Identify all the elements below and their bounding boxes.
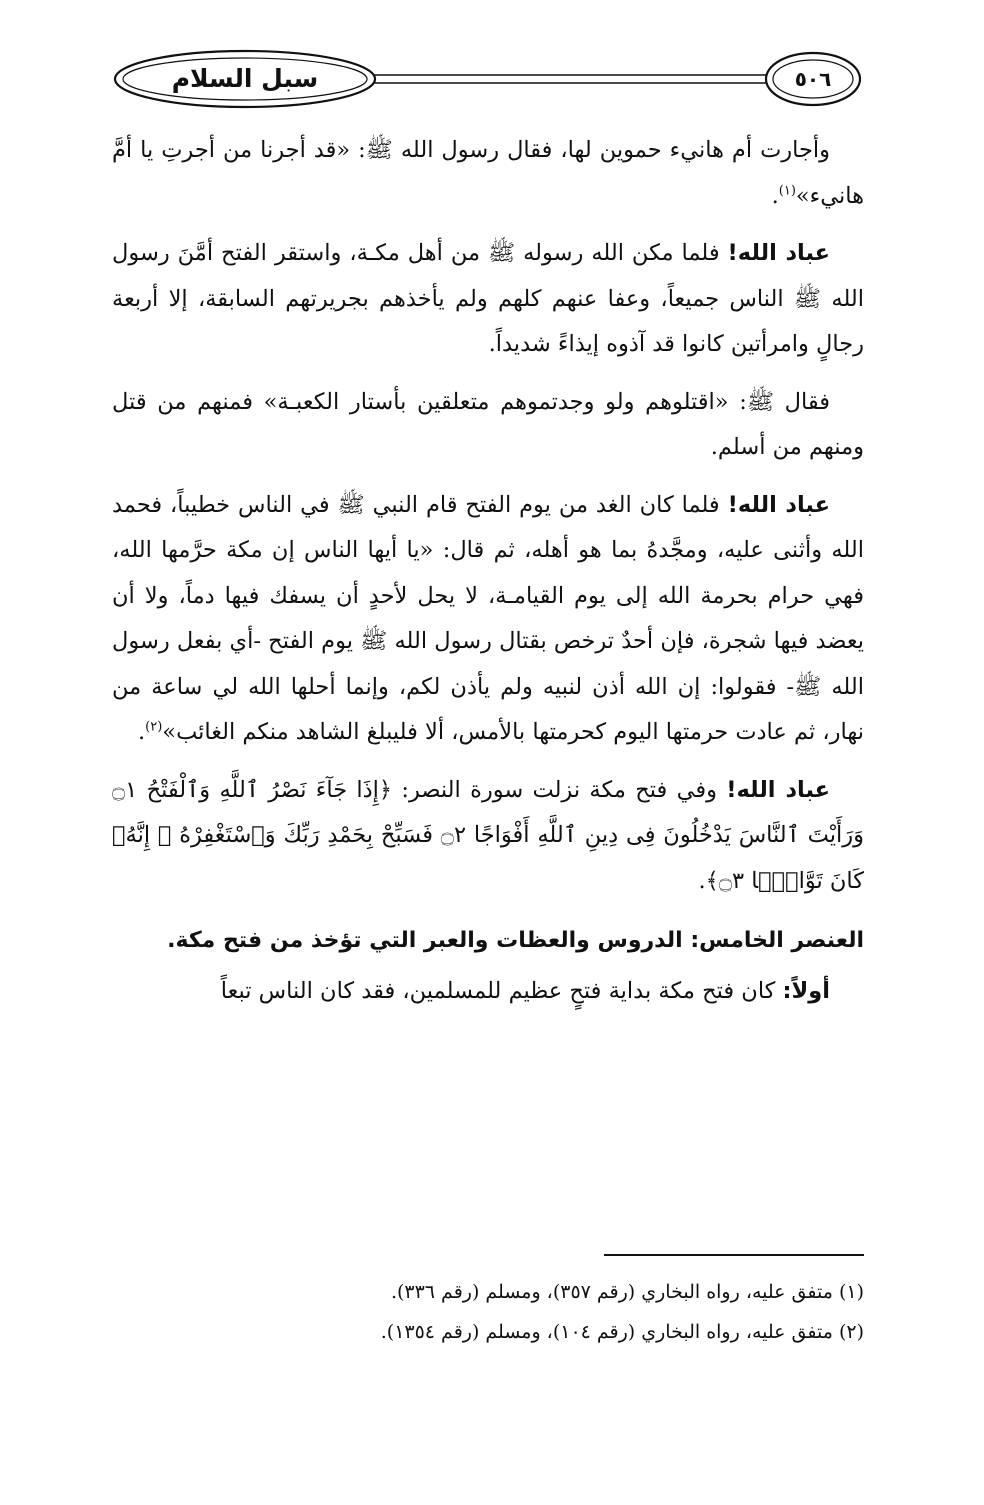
paragraph-end: . [771, 182, 779, 209]
paragraph-text: فقال ﷺ: «اقتلوهم ولو وجدتموهم متعلقين بأستار الكعبـة» فمنهم من قتل ومنهم من أسلم. [112, 388, 864, 460]
paragraph-text: فلما مكن الله رسوله ﷺ من أهل مكـة، واستقر الفتح أمَّنَ رسول الله ﷺ الناس جميعاً، وعفا عنهم كلهم ولم يأخذهم بجريرتهم السابقة، إلا أربعة رجالٍ وامرأتين كانوا قد آذوه إيذاءً شديداً. [112, 240, 864, 357]
paragraph-lead: عباد الله! [727, 491, 830, 518]
footnote-2: (٢) متفق عليه، رواه البخاري (رقم ١٠٤)، ومسلم (رقم ١٣٥٤). [380, 1321, 864, 1343]
paragraph-end: . [138, 719, 146, 745]
paragraph-4 [112, 483, 864, 756]
paragraph-1 [112, 128, 864, 219]
paragraph-6 [112, 969, 864, 1015]
paragraph-lead: عباد الله! [727, 240, 830, 266]
paragraph-text: كان فتح مكة بداية فتحٍ عظيم للمسلمين، فقد كان الناس تبعاً [220, 978, 783, 1004]
page-number: ٥٠٦ [794, 67, 832, 91]
paragraph-text: وأجارت أم هانيء حموين لها، فقال رسول الله ﷺ: «قد أجرنا من أجرتِ يا أمَّ هانيء» [112, 137, 864, 209]
paragraph-lead: أولاً: [782, 978, 830, 1004]
footnote-ref-1[interactable]: (١) [778, 183, 796, 198]
footnote-1: (١) متفق عليه، رواه البخاري (رقم ٣٥٧)، ومسلم (رقم ٣٣٦). [390, 1281, 864, 1303]
paragraph-text: فلما كان الغد من يوم الفتح قام النبي ﷺ في الناس خطيباً، فحمد الله وأثنى عليه، ومجَّدهُ بما هو أهله، ثم قال: «يا أيها الناس إن مكة حرَّمها الله، فهي حرام بحرمة الله إلى يوم القيامـة، لا يحل لأحدٍ أن يسفك فيها دماً، ولا أن يعضد فيها شجرة، فإن أحدٌ ترخص بقتال رسول الله ﷺ يوم الفتح -أي بفعل رسول الله ﷺ- فقولوا: إن الله أذن لنبيه ولم يأذن لكم، وإنما أحلها الله لي ساعة من نهار، ثم عادت حرمتها اليوم كحرمتها بالأمس، ألا فليبلغ الشاهد منكم الغائب» [112, 491, 864, 745]
paragraph-5 [112, 768, 864, 905]
quran-quote: وفي فتح مكة نزلت سورة النصر: ﴿إِذَا جَآءَ نَصْرُ ٱللَّهِ وَٱلْفَتْحُ ۝١ وَرَأَيْتَ ٱلنَّاسَ يَدْخُلُونَ فِى دِينِ ٱللَّهِ أَفْوَاجًا ۝٢ فَسَبِّحْ بِحَمْدِ رَبِّكَ وَٱسْتَغْفِرْهُ ۚ إِنَّهُۥ كَانَ تَوَّابًۢا ۝٣﴾. [112, 776, 865, 894]
paragraph-2 [112, 231, 864, 368]
footnote-separator [604, 1254, 864, 1256]
running-title: سبل السلام [171, 64, 319, 93]
section-heading: العنصر الخامس: الدروس والعظات والعبر التي تؤخذ من فتح مكة. [167, 928, 864, 953]
footnotes [112, 1272, 864, 1352]
paragraph-3 [112, 380, 864, 471]
footnote-ref-2[interactable]: (٢) [145, 719, 163, 735]
running-header [112, 48, 864, 110]
main-text [112, 128, 864, 1027]
paragraph-lead: عباد الله! [726, 776, 831, 803]
